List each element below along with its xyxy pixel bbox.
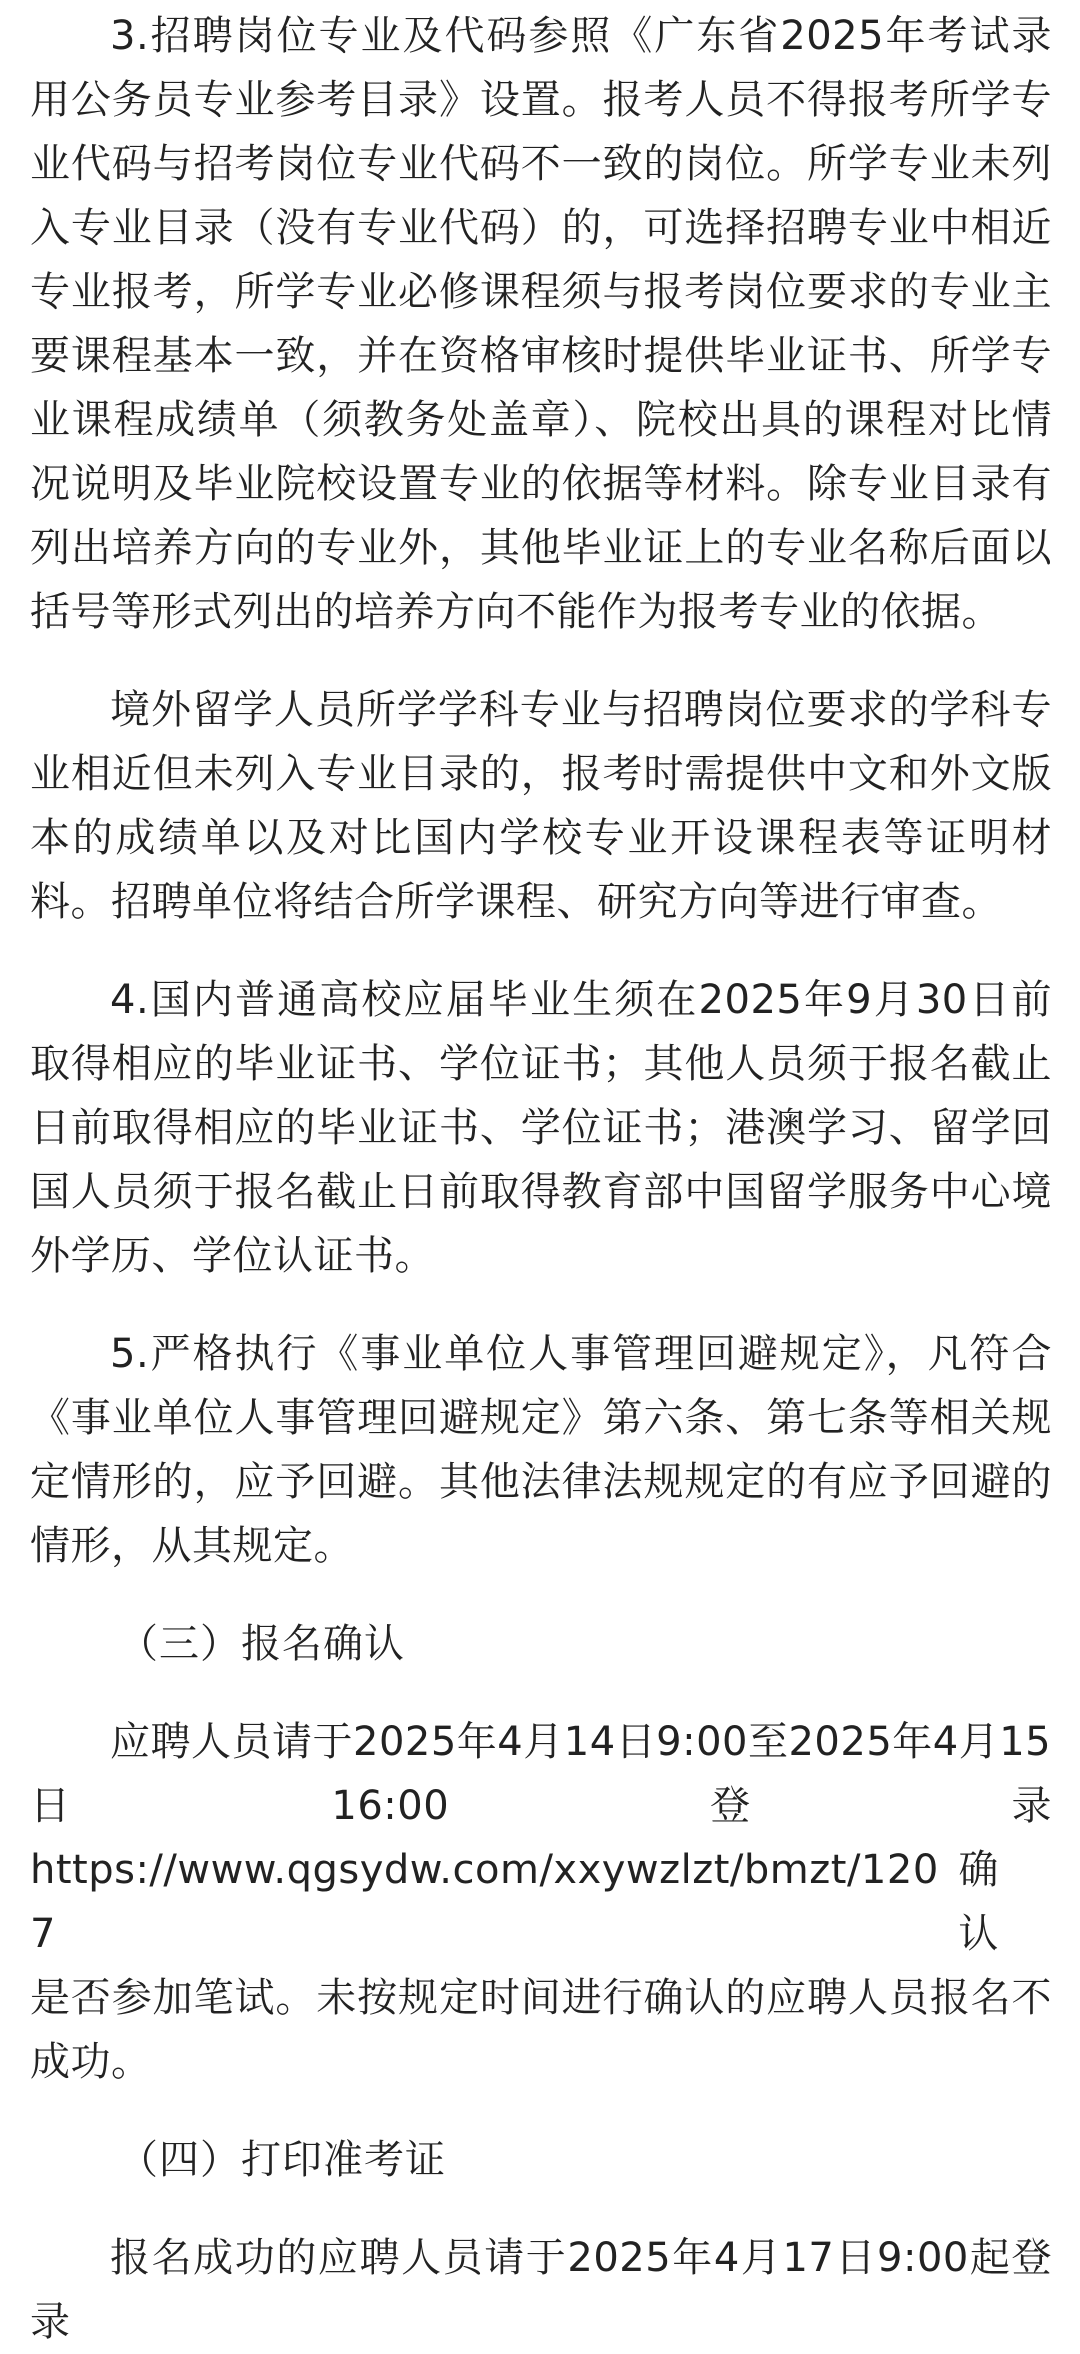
confirm-line-4: 是否参加笔试。未按规定时间进行确认的应聘人员报名不成功。 [30,1975,1052,2085]
paragraph-overseas-students: 境外留学人员所学学科专业与招聘岗位要求的学科专业相近但未列入专业目录的，报考时需提供中文和外文版本的成绩单以及对比国内学校专业开设课程表等证明材料。招聘单位将结合所学课程、研究方向等进行审查。 [30,687,1052,925]
confirm-line-2-part-4: 录 [1011,1783,1052,1829]
paragraph-registration-confirm [30,1710,1052,2094]
confirm-line-3-tail: 确 认 [958,1847,999,1957]
confirm-line-2 [30,1774,1052,1838]
confirm-line-2-part-3: 登 [710,1783,751,1829]
section-heading-print-admission: （四）打印准考证 [118,2137,446,2183]
paragraph-avoidance-rules: 5.严格执行《事业单位人事管理回避规定》，凡符合《事业单位人事管理回避规定》第六条、第七条等相关规定情形的，应予回避。其他法律法规规定的有应予回避的情形，从其规定。 [30,1331,1052,1569]
confirm-line-2-part-1: 日 [30,1783,71,1829]
confirm-line-3 [30,1838,1052,1966]
paragraph-major-code: 3.招聘岗位专业及代码参照《广东省2025年考试录用公务员专业参考目录》设置。报考人员不得报考所学专业代码与招考岗位专业代码不一致的岗位。所学专业未列入专业目录（没有专业代码）的，可选择招聘专业中相近专业报考，所学专业必修课程须与报考岗位要求的专业主要课程基本一致，并在资格审核时提供毕业证书、所学专业课程成绩单（须教务处盖章）、院校出具的课程对比情况说明及毕业院校设置专业的依据等材料。除专业目录有列出培养方向的专业外，其他毕业证上的专业名称后面以括号等形式列出的培养方向不能作为报考专业的依据。 [30,13,1052,635]
paragraph-graduation-deadline: 4.国内普通高校应届毕业生须在2025年9月30日前取得相应的毕业证书、学位证书；其他人员须于报名截止日前取得相应的毕业证书、学位证书；港澳学习、留学回国人员须于报名截止日前取得教育部中国留学服务中心境外学历、学位认证书。 [30,977,1052,1279]
confirm-line-2-part-2: 16:00 [331,1783,450,1829]
confirm-line-1: 应聘人员请于2025年4月14日9:00至2025年4月15 [110,1719,1052,1765]
section-heading-registration-confirm: （三）报名确认 [118,1621,405,1667]
paragraph-print-admission: 报名成功的应聘人员请于2025年4月17日9:00起登录 [30,2235,1052,2345]
registration-url-link[interactable]: https://www.qgsydw.com/xxywzlzt/bmzt/1207 [30,1847,939,1957]
